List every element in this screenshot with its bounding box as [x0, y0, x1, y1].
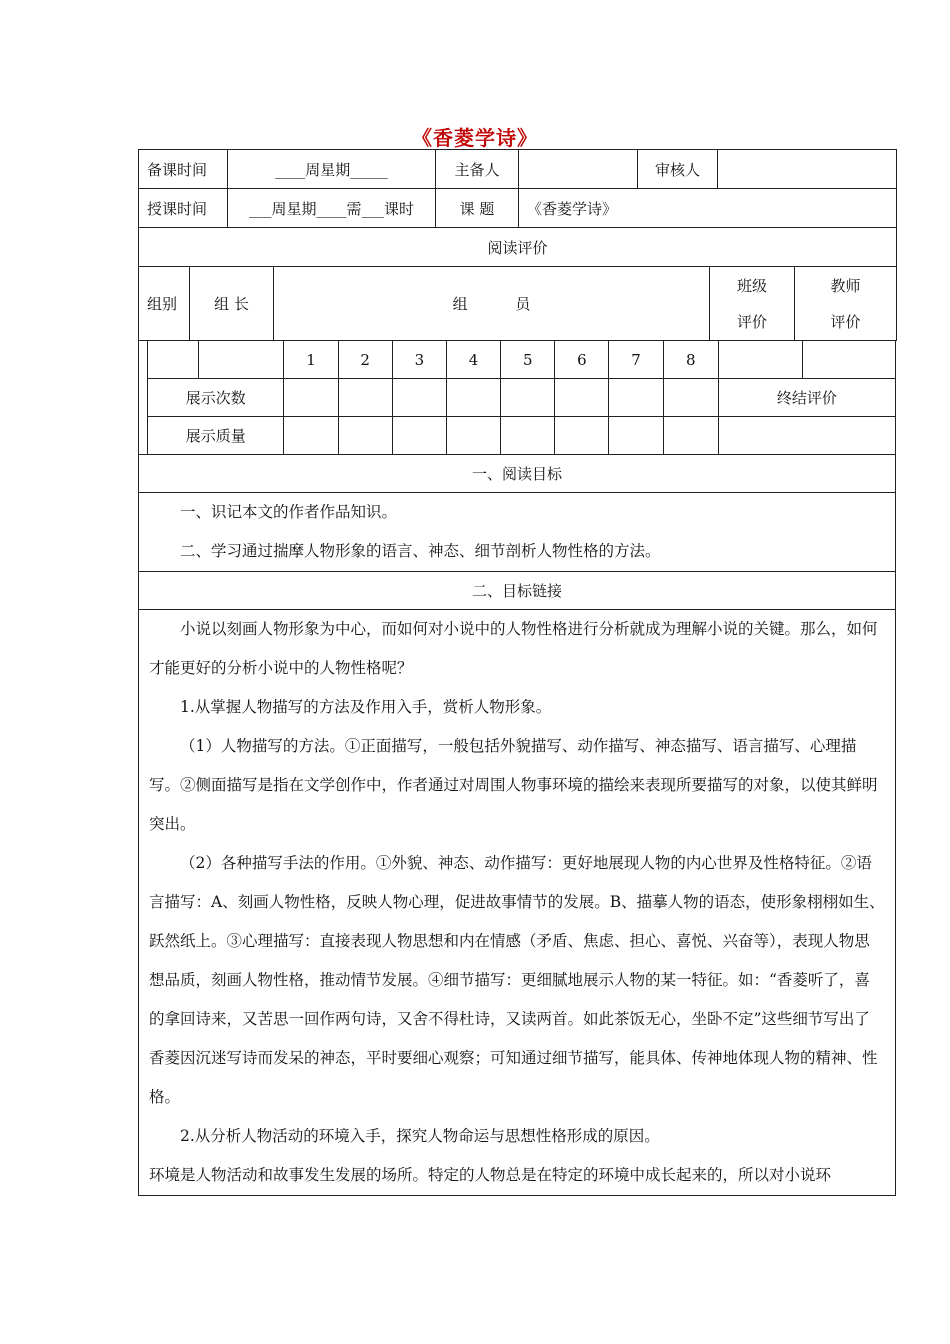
teach-time-label: 授课时间: [139, 189, 228, 228]
score-cell: [338, 417, 392, 455]
links-heading: 二、目标链接: [139, 572, 896, 610]
score-cell: [609, 379, 663, 417]
leader-label: 组 长: [190, 267, 274, 341]
topic-value: 《香菱学诗》: [519, 189, 897, 228]
show-count-label: 展示次数: [148, 379, 284, 417]
content-table: [138, 454, 896, 1196]
reviewer-label: 审核人: [638, 150, 718, 189]
score-cell: [284, 417, 338, 455]
goal-item: 一、识记本文的作者作品知识。: [180, 503, 398, 521]
teacher-eval-line2: 评价: [830, 312, 861, 331]
grid-corner-cell: [148, 341, 199, 379]
final-eval-cell: [718, 417, 895, 455]
document-title: 《香菱学诗》: [412, 126, 538, 150]
group-number: 2: [338, 341, 392, 379]
teacher-eval-header: [795, 267, 897, 341]
prep-time-value: ____周星期_____: [228, 150, 436, 189]
goal-item: 二、学习通过揣摩人物形象的语言、神态、细节剖析人物性格的方法。: [180, 542, 661, 560]
show-quality-label: 展示质量: [148, 417, 284, 455]
header-table: [138, 149, 897, 267]
score-cell: [284, 379, 338, 417]
link-paragraph: （1）人物描写的方法。①正面描写，一般包括外貌描写、动作描写、神态描写、语言描写、心理描写。②侧面描写是指在文学创作中，作者通过对周围人物事环境的描绘来表现所要描写的对象，以使其鲜明突出。: [149, 737, 878, 833]
score-cell: [555, 379, 609, 417]
class-eval-cell: [718, 341, 802, 379]
group-number: 1: [284, 341, 338, 379]
final-eval-label: 终结评价: [718, 379, 895, 417]
members-label: 组 员: [274, 267, 710, 341]
lesson-plan-sheet: [138, 149, 896, 1196]
goals-heading: 一、阅读目标: [139, 455, 896, 493]
link-paragraph: 环境是人物活动和故事发生发展的场所。特定的人物总是在特定的环境中成长起来的，所以对小说环: [149, 1166, 832, 1184]
teach-time-value: ___周星期____需___课时: [228, 189, 436, 228]
links-body: [139, 610, 896, 1196]
eval-heading: 阅读评价: [139, 228, 897, 267]
score-cell: [392, 379, 446, 417]
score-cell: [446, 417, 500, 455]
score-cell: [501, 379, 555, 417]
score-grid-wrapper: [138, 340, 896, 455]
goals-body: [139, 493, 896, 572]
link-paragraph: （2）各种描写手法的作用。①外貌、神态、动作描写：更好地展现人物的内心世界及性格特征。②语言描写：A、刻画人物性格，反映人物心理，促进故事情节的发展。B、描摹人物的语态，使形象栩栩如生、跃然纸上。③心理描写：直接表现人物思想和内在情感（矛盾、焦虑、担心、喜悦、兴奋等），表现人物思想品质，刻画人物性格，推动情节发展。④细节描写：更细腻地展示人物的某一特征。如：“香菱听了，喜的拿回诗来，又苦思一回作两句诗，又舍不得杜诗，又读两首。如此茶饭无心，坐卧不定”这些细节写出了香菱因沉迷写诗而发呆的神态，平时要细心观察；可知通过细节描写，能具体、传神地体现人物的精神、性格。: [149, 854, 885, 1106]
class-eval-header: [710, 267, 795, 341]
score-cell: [446, 379, 500, 417]
group-number: 4: [446, 341, 500, 379]
group-label: 组别: [139, 267, 190, 341]
reviewer-value-cell: [718, 150, 897, 189]
lead-label: 主备人: [436, 150, 519, 189]
group-number: 5: [501, 341, 555, 379]
group-number: 8: [663, 341, 718, 379]
score-cell: [338, 379, 392, 417]
link-paragraph: 2.从分析人物活动的环境入手，探究人物命运与思想性格形成的原因。: [180, 1127, 660, 1145]
group-table: [138, 266, 897, 341]
score-cell: [392, 417, 446, 455]
score-cell: [609, 417, 663, 455]
link-paragraph: 1.从掌握人物描写的方法及作用入手，赏析人物形象。: [180, 698, 552, 716]
teacher-eval-cell: [803, 341, 895, 379]
teacher-eval-line1: 教师: [830, 276, 861, 295]
group-number: 3: [392, 341, 446, 379]
class-eval-line2: 评价: [736, 312, 767, 331]
lead-value-cell: [519, 150, 638, 189]
class-eval-line1: 班级: [736, 276, 767, 295]
score-cell: [663, 417, 718, 455]
score-cell: [501, 417, 555, 455]
link-paragraph: 小说以刻画人物形象为中心，而如何对小说中的人物性格进行分析就成为理解小说的关键。那么，如何才能更好的分析小说中的人物性格呢？: [149, 620, 878, 677]
group-number: 6: [555, 341, 609, 379]
topic-label: 课 题: [436, 189, 519, 228]
prep-time-label: 备课时间: [139, 150, 228, 189]
score-grid: [147, 340, 895, 455]
score-cell: [555, 417, 609, 455]
grid-blank-cell: [199, 341, 284, 379]
score-cell: [663, 379, 718, 417]
group-number: 7: [609, 341, 663, 379]
